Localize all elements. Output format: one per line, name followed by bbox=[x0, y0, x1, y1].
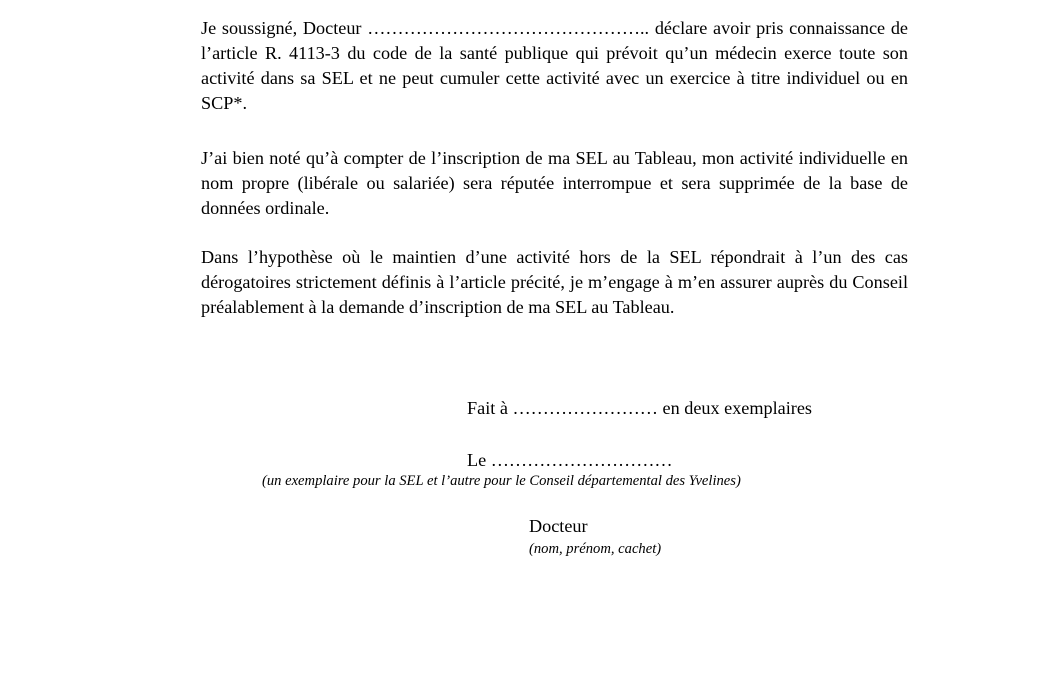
signer-title: Docteur bbox=[529, 516, 588, 536]
declaration-paragraph: Je soussigné, Docteur ……………………………………….. déclare avoir pris connaissance de l’article R. 4113-3 du code de la santé publique qui prévoit qu’un médecin exerce toute son activité dans sa SEL et ne peut cumuler cette activité avec un exercice à titre individuel ou en SCP*. bbox=[201, 18, 908, 113]
signer-note: (nom, prénom, cachet) bbox=[529, 541, 662, 557]
commitment-paragraph: Dans l’hypothèse où le maintien d’une activité hors de la SEL répondrait à l’un des cas dérogatoires strictement définis à l’article précité, je m’engage à m’en assurer auprès du Conseil préalablement à la demande d’inscription de ma SEL au Tableau. bbox=[201, 247, 908, 317]
place-line: Fait à …………………… en deux exemplaires bbox=[467, 398, 812, 418]
date-line: Le ………………………… bbox=[467, 450, 673, 470]
acknowledgement-paragraph: J’ai bien noté qu’à compter de l’inscription de ma SEL au Tableau, mon activité individuelle en nom propre (libérale ou salariée) sera réputée interrompue et sera supprimée de la base de données ordinale. bbox=[201, 148, 908, 218]
copies-note: (un exemplaire pour la SEL et l’autre pour le Conseil départemental des Yvelines) bbox=[262, 473, 741, 489]
